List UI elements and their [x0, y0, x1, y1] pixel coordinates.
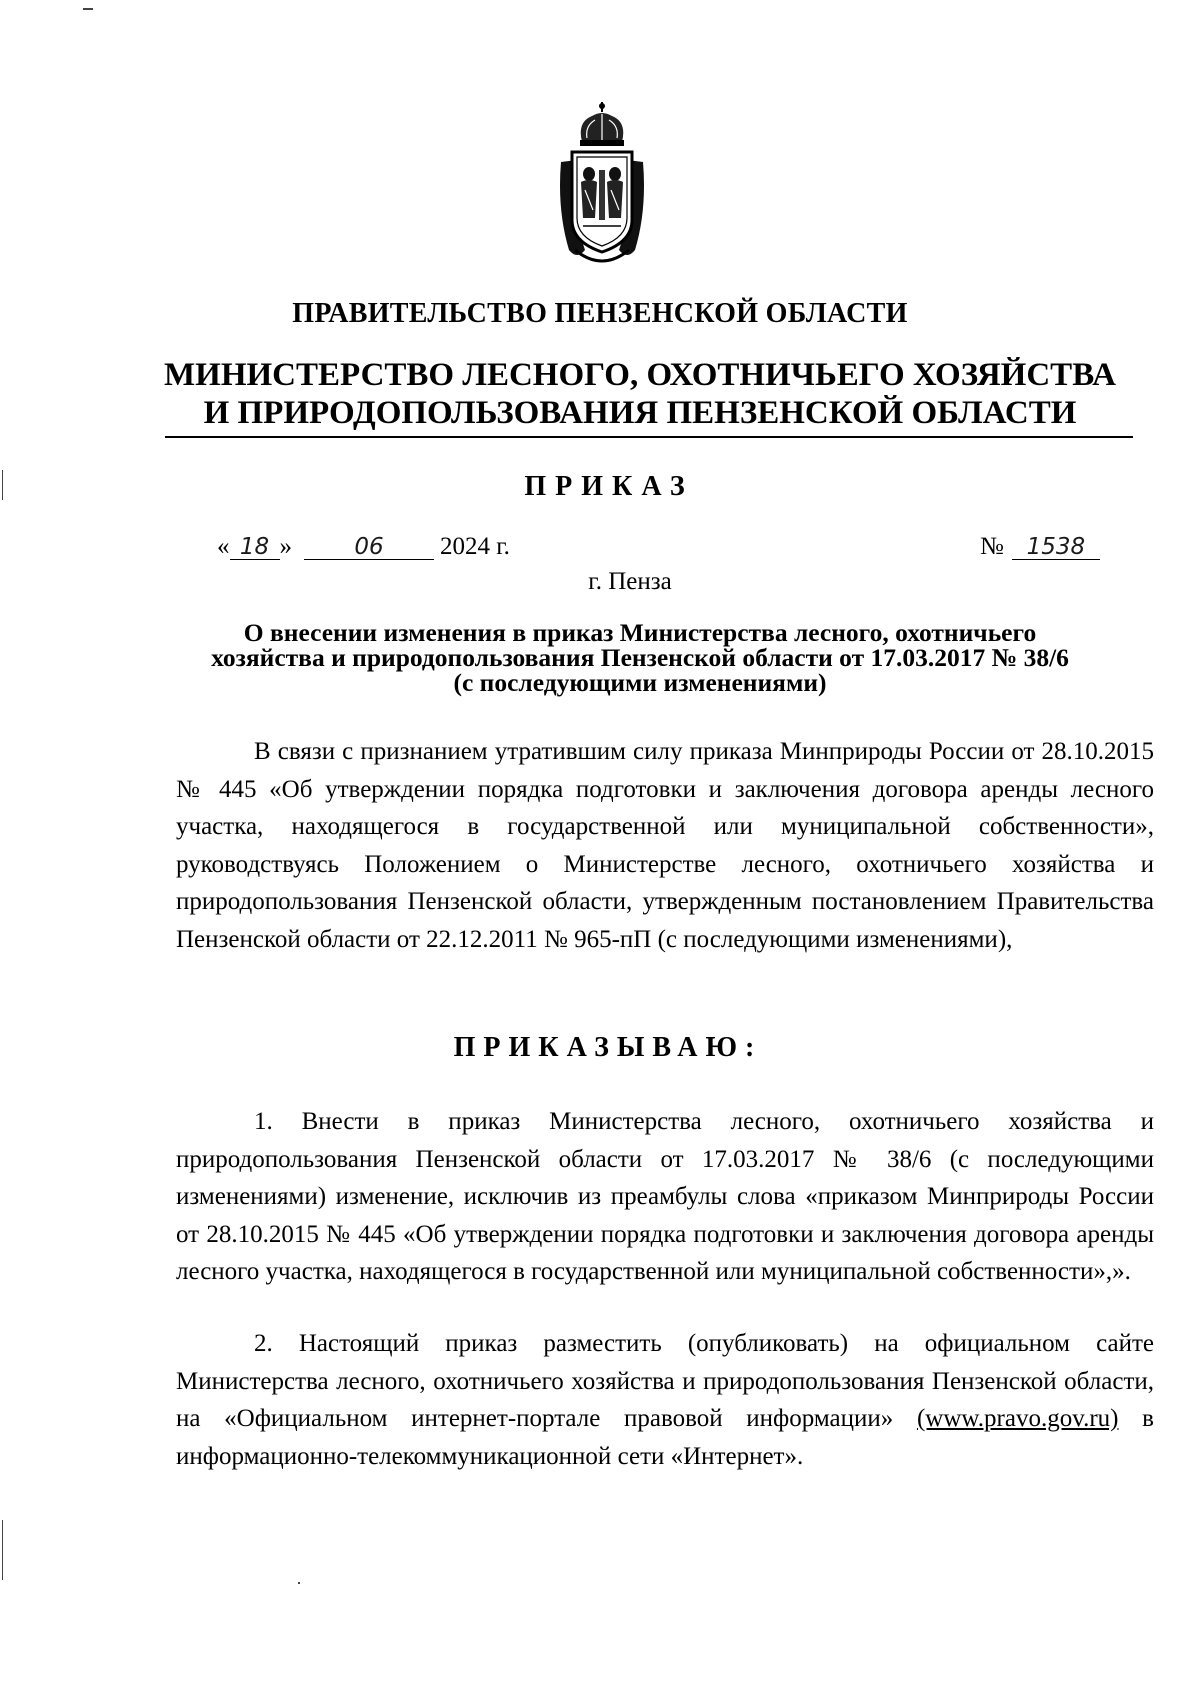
- order-item-2: [176, 1325, 1154, 1475]
- date-year: 2024 г.: [440, 533, 510, 560]
- order-item-2-text: 2. Настоящий приказ разместить (опубликовать) на официальном сайте Министерства лесного, охотничьего хозяйства и природопользования Пензенской области, на «Официальном интернет-портале правовой информации»: [176, 1330, 1154, 1432]
- ministry-name-line1: МИНИСТЕРСТВО ЛЕСНОГО, ОХОТНИЧЬЕГО ХОЗЯЙСТВА: [164, 357, 1116, 393]
- subject-line2: хозяйства и природопользования Пензенской области от 17.03.2017 № 38/6: [211, 643, 1069, 672]
- order-number: [980, 533, 1150, 561]
- date-close-quote: »: [279, 533, 292, 560]
- scan-mark: [298, 1582, 300, 1584]
- ministry-name-line2: И ПРИРОДОПОЛЬЗОВАНИЯ ПЕНЗЕНСКОЙ ОБЛАСТИ: [203, 395, 1077, 431]
- scan-mark: [2, 1520, 3, 1580]
- order-number-label: №: [980, 533, 1004, 560]
- header-divider: [165, 436, 1133, 438]
- date-day: 18: [230, 535, 280, 560]
- subject-line3: (с последующими изменениями): [453, 668, 827, 697]
- order-item-1: 1. Внести в приказ Министерства лесного, охотничьего хозяйства и природопользования Пензенской области от 17.03.2017 № 38/6 (с последующими изменениями) изменение, исключив из преамбулы слова «приказом Минприроды России от 28.10.2015 № 445 «Об утверждении порядка подготовки и заключения договора аренды лесного участка, находящегося в государственной или муниципальной собственности»,».: [176, 1108, 1154, 1285]
- order-city: г. Пенза: [588, 568, 672, 595]
- subject-line1: О внесении изменения в приказ Министерства лесного, охотничьего: [243, 618, 1037, 647]
- order-number-value: 1538: [1012, 535, 1100, 560]
- date-month: 06: [304, 535, 434, 560]
- order-date: [217, 533, 577, 561]
- scan-mark: [83, 8, 93, 10]
- order-subject: [150, 620, 1130, 695]
- date-open-quote: «: [217, 533, 230, 560]
- government-name: ПРАВИТЕЛЬСТВО ПЕНЗЕНСКОЙ ОБЛАСТИ: [292, 298, 908, 329]
- order-item-2-tail: в информационно-телекоммуникационной сети «Интернет».: [176, 1405, 1154, 1470]
- ministry-name: [150, 356, 1130, 432]
- coat-of-arms-icon: [547, 100, 657, 270]
- order-title: ПРИКАЗ: [524, 471, 694, 502]
- preamble-paragraph: В связи с признанием утратившим силу приказа Минприроды России от 28.10.2015 № 445 «Об утверждении порядка подготовки и заключения договора аренды лесного участка, находящегося в государственной или муниципальной собственности», руководствуясь Положением о Министерстве лесного, охотничьего хозяйства и природопользования Пензенской области, утвержденным постановлением Правительства Пензенской области от 22.12.2011 № 965-пП (с последующими изменениями),: [176, 738, 1154, 953]
- order-directive-heading: ПРИКАЗЫВАЮ:: [453, 1032, 763, 1063]
- pravo-gov-link[interactable]: (www.pravo.gov.ru): [916, 1405, 1119, 1432]
